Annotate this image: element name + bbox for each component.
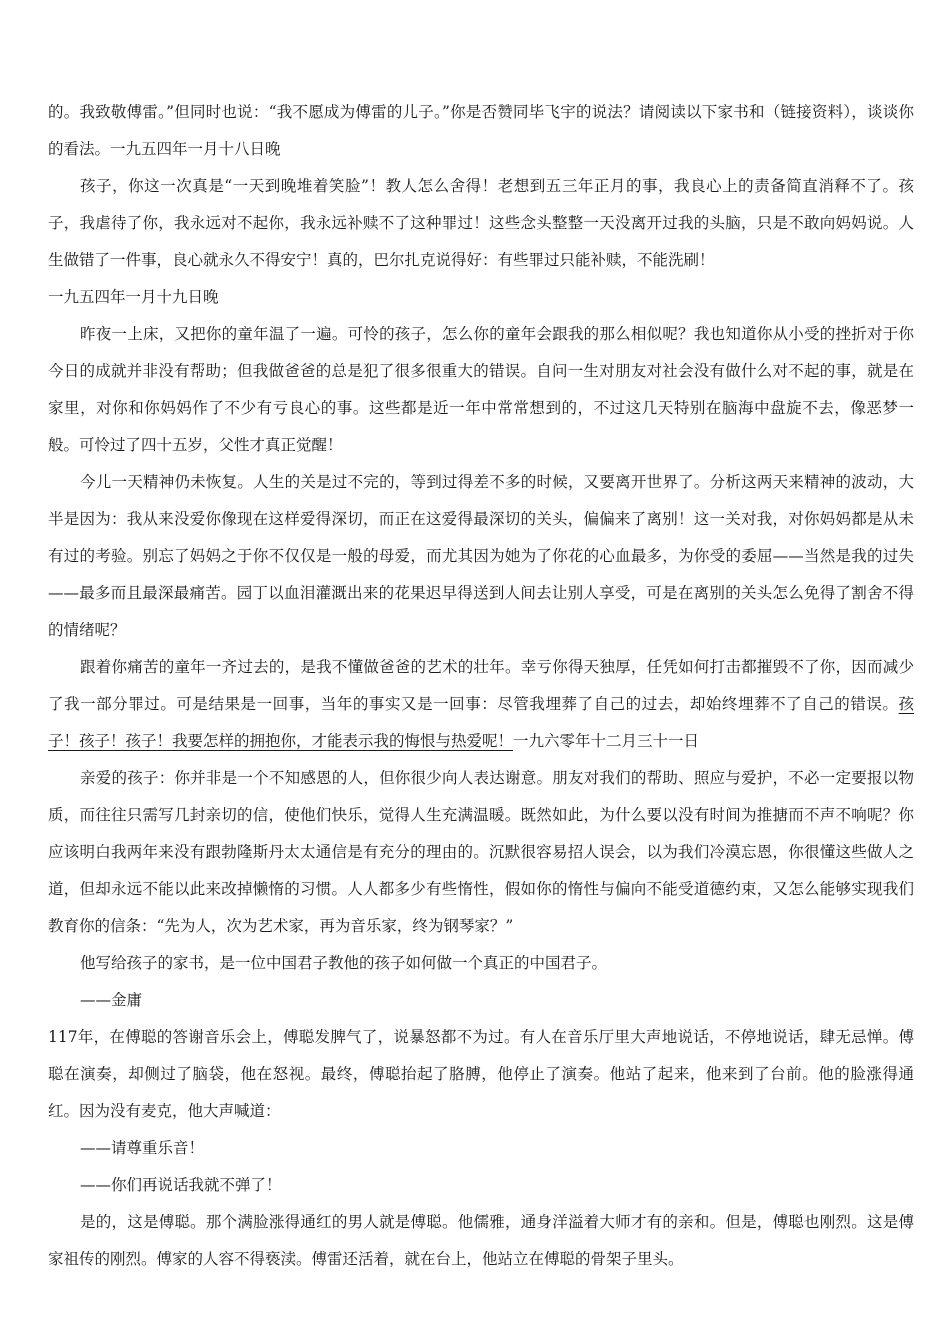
paragraph-attribution: ——金庸 <box>80 991 143 1009</box>
paragraph-comment: 他写给孩子的家书，是一位中国君子教他的孩子如何做一个真正的中国君子。 <box>80 954 608 972</box>
underlined-sentence: 孩子！孩子！孩子！我要怎样的拥抱你，才能表示我的悔恨与热爱呢！ <box>48 695 914 750</box>
paragraph-letter-2c-text: 跟着你痛苦的童年一齐过去的，是我不懂做爸爸的艺术的壮年。幸亏你得天独厚，任凭如何打击都摧毁不了你，因而减少了我一部分罪过。可是结果是一回事，当年的事实又是一回事：尽管我埋葬了自己的过去，却始终埋葬不了自己的错误。 <box>48 658 914 713</box>
paragraph-quote-2: ——你们再说话我就不弹了！ <box>80 1176 282 1194</box>
paragraph-closing: 是的，这是傅聪。那个满脸涨得通红的男人就是傅聪。他儒雅，通身洋溢着大师才有的亲和。但是，傅聪也刚烈。这是傅家祖传的刚烈。傅家的人容不得亵渎。傅雷还活着，就在台上，他站立在傅聪的骨架子里头。 <box>48 1213 914 1268</box>
letter-date-heading: 一九五四年一月十九日晚 <box>48 288 219 306</box>
paragraph-question: 的。我致敬傅雷。”但同时也说：“我不愿成为傅雷的儿子。”你是否赞同毕飞宇的说法？请阅读以下家书和（链接资料），谈谈你的看法。一九五四年一月十八日晚 <box>48 103 914 158</box>
paragraph-concert: 117年，在傅聪的答谢音乐会上，傅聪发脾气了，说暴怒都不为过。有人在音乐厅里大声地说话，不停地说话，肆无忌惮。傅聪在演奏，却侧过了脑袋，他在怒视。最终，傅聪抬起了胳膊，他停止了演奏。他站了起来，他来到了台前。他的脸涨得通红。因为没有麦克，他大声喊道： <box>48 1028 914 1120</box>
letter-date-inline: 一九六零年十二月三十一日 <box>513 732 700 750</box>
paragraph-letter-2a: 昨夜一上床，又把你的童年温了一遍。可怜的孩子，怎么你的童年会跟我的那么相似呢？我也知道你从小受的挫折对于你今日的成就并非没有帮助；但我做爸爸的总是犯了很多很重大的错误。自问一生对朋友对社会没有做什么对不起的事，就是在家里，对你和你妈妈作了不少有亏良心的事。这些都是近一年中常常想到的，不过这几天特别在脑海中盘旋不去，像恶梦一般。可怜过了四十五岁，父性才真正觉醒！ <box>48 325 914 454</box>
paragraph-letter-1: 孩子，你这一次真是“一天到晚堆着笑脸”！教人怎么舍得！老想到五三年正月的事，我良心上的责备简直消释不了。孩子，我虐待了你，我永远对不起你，我永远补赎不了这种罪过！这些念头整整一天没离开过我的头脑，只是不敢向妈妈说。人生做错了一件事，良心就永久不得安宁！真的，巴尔扎克说得好：有些罪过只能补赎，不能洗刷！ <box>48 177 914 269</box>
paragraph-letter-2c <box>48 649 914 760</box>
paragraph-letter-2b: 今儿一天精神仍未恢复。人生的关是过不完的，等到过得差不多的时候，又要离开世界了。分析这两天来精神的波动，大半是因为：我从来没爱你像现在这样爱得深切，而正在这爱得最深切的关头，偏偏来了离别！这一关对我，对你妈妈都是从未有过的考验。别忘了妈妈之于你不仅仅是一般的母爱，而尤其因为她为了你花的心血最多，为你受的委屈——当然是我的过失——最多而且最深最痛苦。园丁以血泪灌溉出来的花果迟早得送到人间去让别人享受，可是在离别的关头怎么免得了割舍不得的情绪呢？ <box>48 473 914 639</box>
paragraph-letter-3: 亲爱的孩子：你并非是一个不知感恩的人，但你很少向人表达谢意。朋友对我们的帮助、照应与爱护，不必一定要报以物质，而往往只需写几封亲切的信，使他们快乐，觉得人生充满温暖。既然如此，为什么要以没有时间为推搪而不声不响呢？你应该明白我两年来没有跟勃隆斯丹太太通信是有充分的理由的。沉默很容易招人误会，以为我们冷漠忘恩，你很懂这些做人之道，但却永远不能以此来改掉懒惰的习惯。人人都多少有些惰性，假如你的惰性与偏向不能受道德约束，又怎么能够实现我们教育你的信条：“先为人，次为艺术家，再为音乐家，终为钢琴家？” <box>48 769 914 935</box>
paragraph-quote-1: ——请尊重乐音！ <box>80 1139 205 1157</box>
